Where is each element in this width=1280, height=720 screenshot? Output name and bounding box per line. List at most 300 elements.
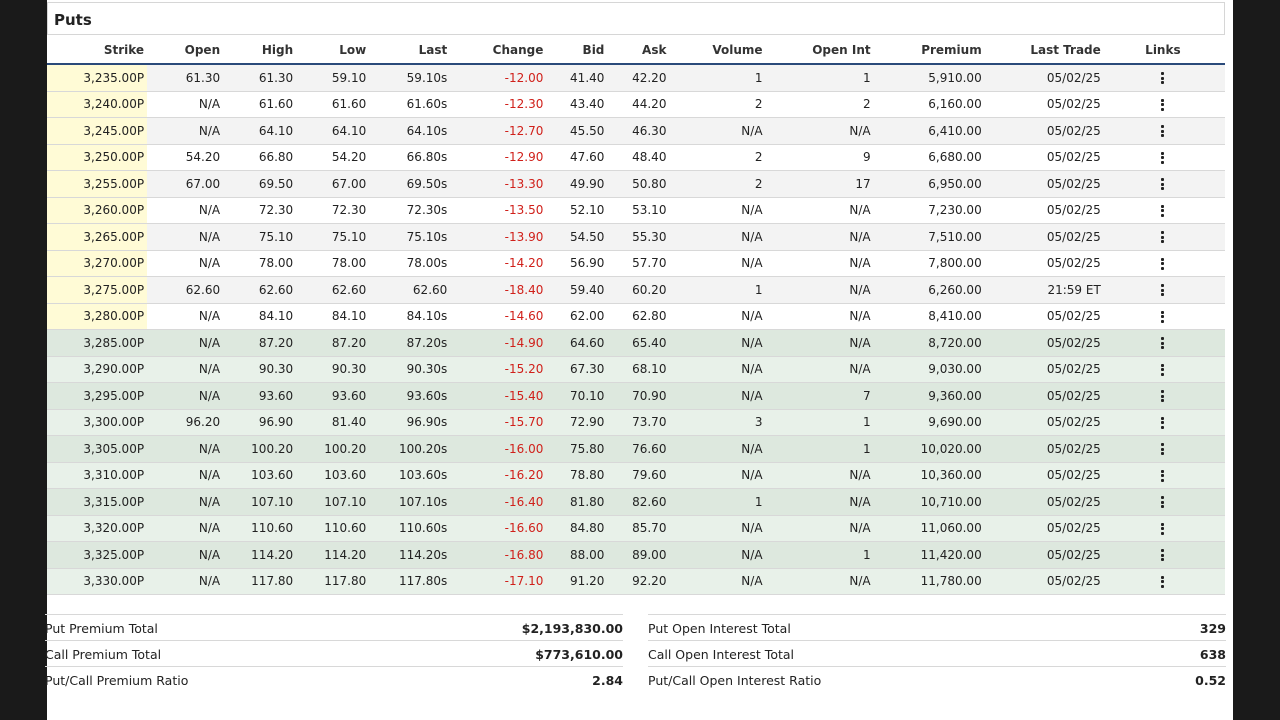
col-header-links: Links [1101,37,1225,64]
cell-open-int: N/A [763,303,871,330]
cell-open: 61.30 [147,64,220,91]
table-row[interactable] [47,409,1225,436]
cell-ask: 62.80 [604,303,666,330]
cell-change: -12.30 [447,91,543,118]
premium-total-label: Put Premium Total [45,621,158,636]
cell-change: -14.60 [447,303,543,330]
table-header-row [47,37,1225,64]
col-header-last[interactable]: Last [366,37,447,64]
table-row[interactable] [47,118,1225,145]
cell-open: N/A [147,515,220,542]
table-row[interactable] [47,515,1225,542]
cell-bid: 72.90 [543,409,604,436]
premium-total-row [45,666,623,692]
col-header-bid[interactable]: Bid [543,37,604,64]
cell-premium: 5,910.00 [871,64,982,91]
cell-ask: 82.60 [604,489,666,516]
cell-open-int: 1 [763,542,871,569]
cell-high: 69.50 [220,171,293,198]
cell-high: 61.60 [220,91,293,118]
cell-ask: 57.70 [604,250,666,277]
premium-total-row [45,640,623,666]
cell-open: N/A [147,197,220,224]
cell-change: -17.10 [447,568,543,595]
cell-last: 75.10s [366,224,447,251]
cell-open: N/A [147,542,220,569]
cell-low: 110.60 [293,515,366,542]
cell-open: N/A [147,250,220,277]
col-header-open[interactable]: Open [147,37,220,64]
col-header-open-int[interactable]: Open Int [763,37,871,64]
premium-totals [45,614,623,692]
cell-volume: 1 [666,489,762,516]
more-vertical-icon[interactable] [1161,364,1165,376]
cell-ask: 55.30 [604,224,666,251]
open-interest-total-row [648,614,1226,640]
cell-open-int: N/A [763,250,871,277]
cell-change: -16.60 [447,515,543,542]
cell-strike[interactable]: 3,280.00P [47,303,147,330]
cell-ask: 53.10 [604,197,666,224]
table-row[interactable] [47,224,1225,251]
cell-strike[interactable]: 3,250.00P [47,144,147,171]
cell-bid: 59.40 [543,277,604,304]
cell-high: 75.10 [220,224,293,251]
cell-open: N/A [147,118,220,145]
cell-strike[interactable]: 3,330.00P [47,568,147,595]
cell-bid: 43.40 [543,91,604,118]
cell-links [1101,250,1225,277]
cell-change: -14.90 [447,330,543,357]
col-header-low[interactable]: Low [293,37,366,64]
table-row[interactable] [47,436,1225,463]
cell-strike[interactable]: 3,255.00P [47,171,147,198]
table-row[interactable] [47,303,1225,330]
cell-ask: 42.20 [604,64,666,91]
cell-last-trade: 05/02/25 [982,409,1101,436]
cell-open-int: 1 [763,409,871,436]
cell-low: 90.30 [293,356,366,383]
cell-links [1101,64,1225,91]
more-vertical-icon[interactable] [1161,72,1165,84]
cell-last-trade: 05/02/25 [982,118,1101,145]
cell-premium: 8,410.00 [871,303,982,330]
cell-last: 61.60s [366,91,447,118]
cell-change: -13.90 [447,224,543,251]
cell-premium: 10,020.00 [871,436,982,463]
cell-premium: 6,260.00 [871,277,982,304]
more-vertical-icon[interactable] [1161,231,1165,243]
cell-strike[interactable]: 3,295.00P [47,383,147,410]
cell-open: N/A [147,303,220,330]
cell-strike[interactable]: 3,290.00P [47,356,147,383]
cell-open-int: 9 [763,144,871,171]
cell-change: -14.20 [447,250,543,277]
cell-open-int: N/A [763,356,871,383]
cell-volume: N/A [666,197,762,224]
cell-bid: 47.60 [543,144,604,171]
cell-bid: 67.30 [543,356,604,383]
cell-change: -12.90 [447,144,543,171]
cell-premium: 9,690.00 [871,409,982,436]
cell-low: 75.10 [293,224,366,251]
cell-last: 64.10s [366,118,447,145]
cell-volume: 2 [666,91,762,118]
col-header-high[interactable]: High [220,37,293,64]
cell-strike[interactable]: 3,325.00P [47,542,147,569]
more-vertical-icon[interactable] [1161,125,1165,137]
cell-low: 64.10 [293,118,366,145]
open-interest-total-value: 0.52 [1195,673,1226,688]
cell-bid: 91.20 [543,568,604,595]
cell-open: N/A [147,383,220,410]
cell-ask: 79.60 [604,462,666,489]
cell-strike[interactable]: 3,320.00P [47,515,147,542]
cell-open-int: N/A [763,224,871,251]
cell-low: 61.60 [293,91,366,118]
cell-premium: 9,360.00 [871,383,982,410]
col-header-last-trade[interactable]: Last Trade [982,37,1101,64]
cell-open: 96.20 [147,409,220,436]
cell-low: 87.20 [293,330,366,357]
more-vertical-icon[interactable] [1161,576,1165,588]
cell-premium: 11,420.00 [871,542,982,569]
cell-open: 54.20 [147,144,220,171]
cell-low: 114.20 [293,542,366,569]
cell-low: 103.60 [293,462,366,489]
cell-links [1101,383,1225,410]
cell-open-int: N/A [763,568,871,595]
cell-low: 107.10 [293,489,366,516]
more-vertical-icon[interactable] [1161,496,1165,508]
cell-premium: 7,800.00 [871,250,982,277]
cell-volume: N/A [666,224,762,251]
cell-links [1101,542,1225,569]
cell-ask: 65.40 [604,330,666,357]
cell-last-trade: 05/02/25 [982,64,1101,91]
cell-links [1101,515,1225,542]
cell-last: 66.80s [366,144,447,171]
cell-high: 117.80 [220,568,293,595]
cell-premium: 6,410.00 [871,118,982,145]
cell-premium: 8,720.00 [871,330,982,357]
panel-header [47,2,1225,35]
cell-last: 84.10s [366,303,447,330]
cell-bid: 75.80 [543,436,604,463]
open-interest-total-row [648,640,1226,666]
cell-low: 59.10 [293,64,366,91]
cell-change: -13.50 [447,197,543,224]
open-interest-totals [648,614,1226,692]
cell-ask: 92.20 [604,568,666,595]
col-header-premium[interactable]: Premium [871,37,982,64]
cell-open: N/A [147,436,220,463]
cell-volume: N/A [666,436,762,463]
cell-last: 114.20s [366,542,447,569]
premium-total-row [45,614,623,640]
col-header-strike[interactable]: Strike [47,37,147,64]
cell-open: N/A [147,91,220,118]
cell-volume: 2 [666,144,762,171]
more-vertical-icon[interactable] [1161,205,1165,217]
col-header-change[interactable]: Change [447,37,543,64]
table-row[interactable] [47,64,1225,91]
cell-strike[interactable]: 3,260.00P [47,197,147,224]
cell-volume: N/A [666,356,762,383]
more-vertical-icon[interactable] [1161,99,1165,111]
cell-change: -12.70 [447,118,543,145]
cell-high: 78.00 [220,250,293,277]
cell-ask: 60.20 [604,277,666,304]
table-row[interactable] [47,197,1225,224]
more-vertical-icon[interactable] [1161,390,1165,402]
table-row[interactable] [47,277,1225,304]
cell-high: 61.30 [220,64,293,91]
table-row[interactable] [47,330,1225,357]
cell-last: 62.60 [366,277,447,304]
cell-open: 67.00 [147,171,220,198]
cell-high: 90.30 [220,356,293,383]
cell-links [1101,330,1225,357]
puts-table [47,37,1225,595]
table-body [47,64,1225,595]
cell-change: -15.20 [447,356,543,383]
cell-ask: 46.30 [604,118,666,145]
cell-ask: 76.60 [604,436,666,463]
premium-total-label: Put/Call Premium Ratio [45,673,189,688]
cell-last-trade: 05/02/25 [982,489,1101,516]
cell-change: -16.80 [447,542,543,569]
cell-low: 72.30 [293,197,366,224]
cell-last-trade: 05/02/25 [982,330,1101,357]
cell-volume: N/A [666,515,762,542]
cell-strike[interactable]: 3,305.00P [47,436,147,463]
cell-last-trade: 21:59 ET [982,277,1101,304]
cell-change: -15.40 [447,383,543,410]
cell-high: 103.60 [220,462,293,489]
cell-volume: N/A [666,330,762,357]
table-row[interactable] [47,462,1225,489]
cell-open: N/A [147,568,220,595]
more-vertical-icon[interactable] [1161,549,1165,561]
cell-links [1101,224,1225,251]
cell-high: 62.60 [220,277,293,304]
cell-ask: 68.10 [604,356,666,383]
cell-last-trade: 05/02/25 [982,383,1101,410]
cell-high: 107.10 [220,489,293,516]
more-vertical-icon[interactable] [1161,337,1165,349]
cell-bid: 54.50 [543,224,604,251]
cell-strike[interactable]: 3,235.00P [47,64,147,91]
cell-premium: 7,510.00 [871,224,982,251]
more-vertical-icon[interactable] [1161,523,1165,535]
cell-open-int: N/A [763,330,871,357]
cell-open: N/A [147,489,220,516]
open-interest-total-label: Put Open Interest Total [648,621,791,636]
cell-strike[interactable]: 3,270.00P [47,250,147,277]
cell-premium: 6,680.00 [871,144,982,171]
cell-high: 87.20 [220,330,293,357]
table-row[interactable] [47,144,1225,171]
cell-links [1101,144,1225,171]
cell-open-int: 1 [763,64,871,91]
cell-high: 64.10 [220,118,293,145]
more-vertical-icon[interactable] [1161,470,1165,482]
cell-strike[interactable]: 3,240.00P [47,91,147,118]
cell-premium: 6,950.00 [871,171,982,198]
table-row[interactable] [47,542,1225,569]
cell-change: -16.40 [447,489,543,516]
cell-premium: 6,160.00 [871,91,982,118]
cell-high: 114.20 [220,542,293,569]
cell-ask: 89.00 [604,542,666,569]
cell-last: 59.10s [366,64,447,91]
cell-bid: 45.50 [543,118,604,145]
cell-last: 87.20s [366,330,447,357]
cell-last-trade: 05/02/25 [982,515,1101,542]
cell-volume: N/A [666,303,762,330]
cell-change: -12.00 [447,64,543,91]
cell-strike[interactable]: 3,315.00P [47,489,147,516]
table-row[interactable] [47,356,1225,383]
cell-premium: 10,710.00 [871,489,982,516]
cell-strike[interactable]: 3,265.00P [47,224,147,251]
cell-volume: 1 [666,277,762,304]
cell-last-trade: 05/02/25 [982,436,1101,463]
cell-strike[interactable]: 3,285.00P [47,330,147,357]
table-row[interactable] [47,171,1225,198]
table-row[interactable] [47,250,1225,277]
cell-last: 100.20s [366,436,447,463]
more-vertical-icon[interactable] [1161,258,1165,270]
cell-last: 110.60s [366,515,447,542]
more-vertical-icon[interactable] [1161,443,1165,455]
cell-bid: 62.00 [543,303,604,330]
cell-last-trade: 05/02/25 [982,144,1101,171]
cell-links [1101,409,1225,436]
cell-low: 117.80 [293,568,366,595]
col-header-volume[interactable]: Volume [666,37,762,64]
open-interest-total-row [648,666,1226,692]
cell-volume: N/A [666,118,762,145]
col-header-ask[interactable]: Ask [604,37,666,64]
cell-volume: N/A [666,462,762,489]
cell-last: 78.00s [366,250,447,277]
cell-low: 62.60 [293,277,366,304]
cell-links [1101,91,1225,118]
cell-open-int: N/A [763,197,871,224]
premium-total-value: $2,193,830.00 [521,621,623,636]
cell-strike[interactable]: 3,300.00P [47,409,147,436]
cell-last: 93.60s [366,383,447,410]
cell-last-trade: 05/02/25 [982,171,1101,198]
cell-volume: N/A [666,542,762,569]
cell-low: 78.00 [293,250,366,277]
cell-ask: 85.70 [604,515,666,542]
cell-high: 93.60 [220,383,293,410]
cell-volume: 1 [666,64,762,91]
options-panel [47,0,1233,720]
cell-volume: 2 [666,171,762,198]
open-interest-total-label: Put/Call Open Interest Ratio [648,673,822,688]
cell-open: N/A [147,356,220,383]
cell-high: 72.30 [220,197,293,224]
cell-links [1101,171,1225,198]
cell-last: 69.50s [366,171,447,198]
cell-links [1101,197,1225,224]
cell-bid: 64.60 [543,330,604,357]
cell-links [1101,277,1225,304]
cell-last-trade: 05/02/25 [982,224,1101,251]
more-vertical-icon[interactable] [1161,284,1165,296]
cell-open-int: 1 [763,436,871,463]
cell-bid: 41.40 [543,64,604,91]
cell-high: 66.80 [220,144,293,171]
table-row[interactable] [47,383,1225,410]
table-row[interactable] [47,568,1225,595]
cell-ask: 70.90 [604,383,666,410]
cell-high: 110.60 [220,515,293,542]
cell-links [1101,436,1225,463]
cell-open-int: N/A [763,462,871,489]
cell-high: 100.20 [220,436,293,463]
cell-strike[interactable]: 3,245.00P [47,118,147,145]
more-vertical-icon[interactable] [1161,311,1165,323]
cell-strike[interactable]: 3,275.00P [47,277,147,304]
cell-change: -15.70 [447,409,543,436]
more-vertical-icon[interactable] [1161,417,1165,429]
open-interest-total-value: 638 [1199,647,1226,662]
cell-low: 67.00 [293,171,366,198]
cell-open: N/A [147,224,220,251]
cell-open-int: N/A [763,515,871,542]
cell-ask: 44.20 [604,91,666,118]
premium-total-label: Call Premium Total [45,647,162,662]
cell-high: 96.90 [220,409,293,436]
cell-change: -18.40 [447,277,543,304]
cell-bid: 52.10 [543,197,604,224]
cell-low: 93.60 [293,383,366,410]
cell-bid: 56.90 [543,250,604,277]
cell-last: 107.10s [366,489,447,516]
cell-last-trade: 05/02/25 [982,462,1101,489]
cell-open-int: 7 [763,383,871,410]
cell-high: 84.10 [220,303,293,330]
table-row[interactable] [47,91,1225,118]
cell-bid: 70.10 [543,383,604,410]
cell-bid: 78.80 [543,462,604,489]
cell-volume: N/A [666,568,762,595]
table-row[interactable] [47,489,1225,516]
cell-ask: 73.70 [604,409,666,436]
cell-last-trade: 05/02/25 [982,303,1101,330]
more-vertical-icon[interactable] [1161,178,1165,190]
open-interest-total-value: 329 [1199,621,1226,636]
cell-premium: 10,360.00 [871,462,982,489]
cell-open-int: N/A [763,277,871,304]
cell-last-trade: 05/02/25 [982,542,1101,569]
cell-premium: 11,780.00 [871,568,982,595]
cell-last-trade: 05/02/25 [982,250,1101,277]
cell-last-trade: 05/02/25 [982,568,1101,595]
cell-bid: 84.80 [543,515,604,542]
more-vertical-icon[interactable] [1161,152,1165,164]
cell-strike[interactable]: 3,310.00P [47,462,147,489]
cell-volume: 3 [666,409,762,436]
cell-links [1101,462,1225,489]
cell-premium: 7,230.00 [871,197,982,224]
cell-open-int: N/A [763,118,871,145]
